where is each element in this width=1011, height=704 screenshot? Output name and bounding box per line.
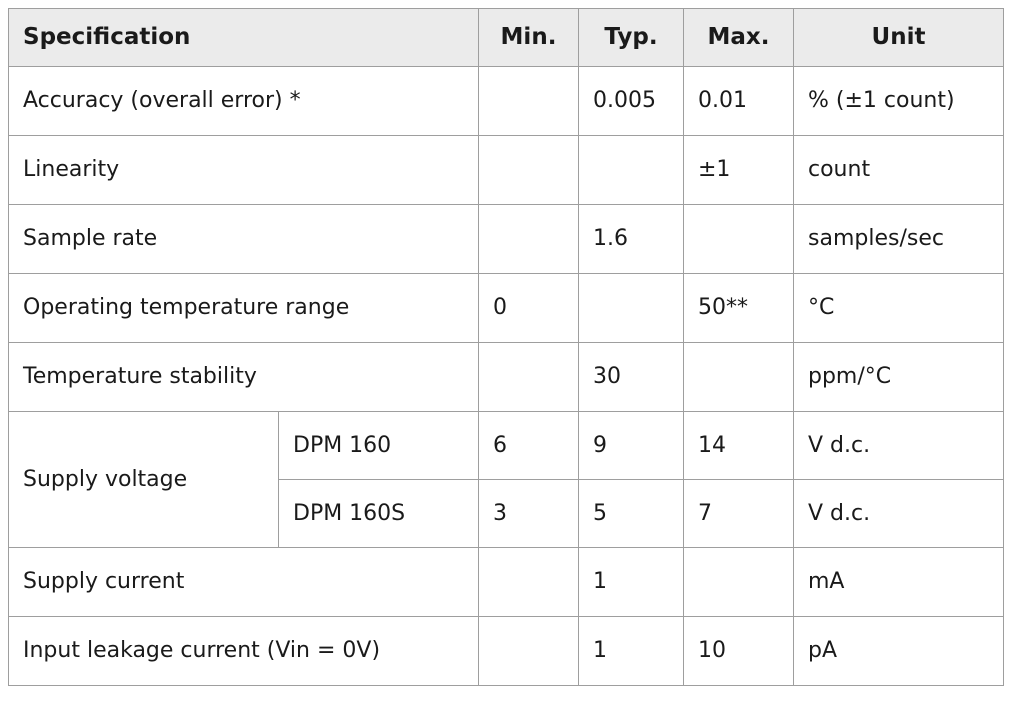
cell-unit: pA bbox=[794, 616, 1004, 685]
cell-typ: 0.005 bbox=[579, 66, 684, 135]
cell-max: 10 bbox=[684, 616, 794, 685]
table-header bbox=[9, 9, 1004, 67]
cell-min bbox=[479, 66, 579, 135]
cell-specification: Supply voltage bbox=[9, 411, 279, 547]
column-header-min: Min. bbox=[479, 9, 579, 67]
table-header-row bbox=[9, 9, 1004, 67]
cell-max bbox=[684, 547, 794, 616]
table-row bbox=[9, 411, 1004, 479]
cell-unit: °C bbox=[794, 273, 1004, 342]
cell-specification: Temperature stability bbox=[9, 342, 479, 411]
cell-max: 14 bbox=[684, 411, 794, 479]
cell-min: 6 bbox=[479, 411, 579, 479]
cell-specification: Operating temperature range bbox=[9, 273, 479, 342]
cell-typ bbox=[579, 135, 684, 204]
cell-unit: ppm/°C bbox=[794, 342, 1004, 411]
cell-typ bbox=[579, 273, 684, 342]
cell-typ: 1 bbox=[579, 616, 684, 685]
table-row bbox=[9, 547, 1004, 616]
cell-specification: Supply current bbox=[9, 547, 479, 616]
cell-unit: samples/sec bbox=[794, 204, 1004, 273]
cell-specification: Accuracy (overall error) * bbox=[9, 66, 479, 135]
cell-specification: Input leakage current (Vin = 0V) bbox=[9, 616, 479, 685]
table-row bbox=[9, 204, 1004, 273]
cell-max: 0.01 bbox=[684, 66, 794, 135]
cell-max: 50** bbox=[684, 273, 794, 342]
cell-unit: mA bbox=[794, 547, 1004, 616]
table-row bbox=[9, 135, 1004, 204]
cell-max bbox=[684, 342, 794, 411]
column-header-unit: Unit bbox=[794, 9, 1004, 67]
cell-unit: V d.c. bbox=[794, 411, 1004, 479]
cell-min bbox=[479, 616, 579, 685]
table-row bbox=[9, 66, 1004, 135]
cell-min bbox=[479, 547, 579, 616]
cell-specification: Linearity bbox=[9, 135, 479, 204]
table-body bbox=[9, 66, 1004, 685]
cell-typ: 1.6 bbox=[579, 204, 684, 273]
cell-min: 0 bbox=[479, 273, 579, 342]
cell-variant: DPM 160S bbox=[279, 479, 479, 547]
cell-min bbox=[479, 204, 579, 273]
cell-specification: Sample rate bbox=[9, 204, 479, 273]
cell-unit: % (±1 count) bbox=[794, 66, 1004, 135]
column-header-specification: Specification bbox=[9, 9, 479, 67]
cell-typ: 30 bbox=[579, 342, 684, 411]
cell-unit: V d.c. bbox=[794, 479, 1004, 547]
cell-unit: count bbox=[794, 135, 1004, 204]
column-header-typ: Typ. bbox=[579, 9, 684, 67]
cell-min: 3 bbox=[479, 479, 579, 547]
table-row bbox=[9, 342, 1004, 411]
cell-min bbox=[479, 342, 579, 411]
cell-max: 7 bbox=[684, 479, 794, 547]
cell-max bbox=[684, 204, 794, 273]
column-header-max: Max. bbox=[684, 9, 794, 67]
cell-variant: DPM 160 bbox=[279, 411, 479, 479]
table-row bbox=[9, 273, 1004, 342]
cell-typ: 9 bbox=[579, 411, 684, 479]
table-row bbox=[9, 616, 1004, 685]
cell-typ: 5 bbox=[579, 479, 684, 547]
cell-typ: 1 bbox=[579, 547, 684, 616]
cell-max: ±1 bbox=[684, 135, 794, 204]
cell-min bbox=[479, 135, 579, 204]
specification-table bbox=[8, 8, 1004, 686]
